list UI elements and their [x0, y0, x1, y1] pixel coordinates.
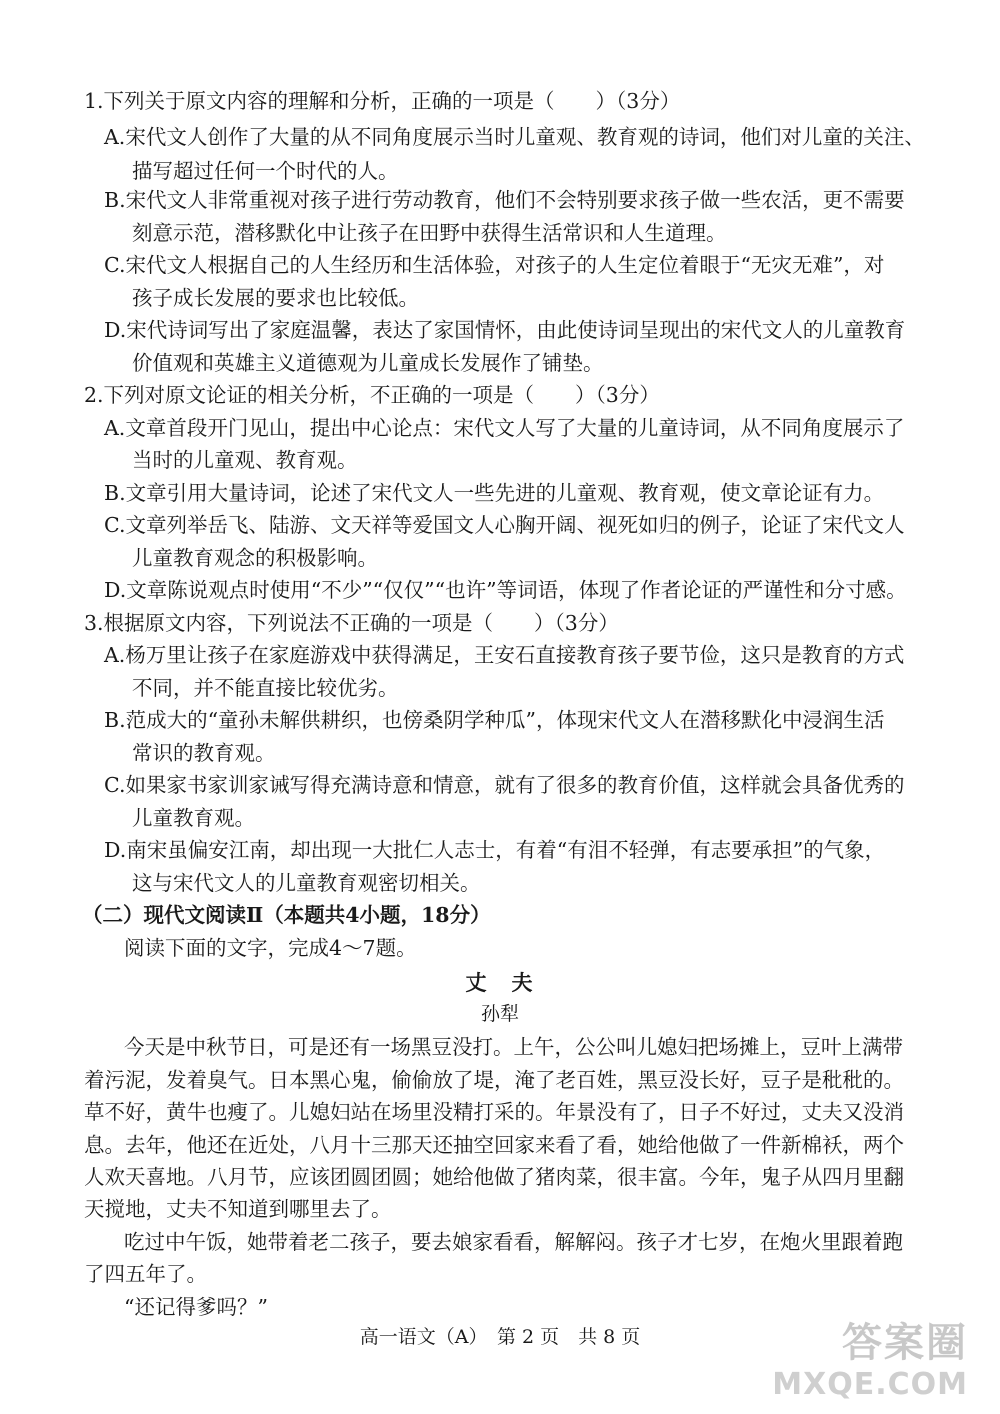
- story-paragraph-line: 息。去年，他还在近处，八月十三那天还抽空回家来看了看，她给他做了一件新棉袄，两个: [84, 1133, 904, 1157]
- question-1-option-a-cont: 描写超过任何一个时代的人。: [132, 159, 399, 183]
- question-1-option-c-cont: 孩子成长发展的要求也比较低。: [132, 286, 419, 310]
- question-2-option-c: C.文章列举岳飞、陆游、文天祥等爱国文人心胸开阔、视死如归的例子，论证了宋代文人: [104, 513, 905, 537]
- question-1-option-c: C.宋代文人根据自己的人生经历和生活体验，对孩子的人生定位着眼于“无灾无难”，对: [104, 253, 885, 277]
- story-paragraph-line: 草不好，黄牛也瘦了。儿媳妇站在场里没精打采的。年景没有了，日子不好过，丈夫又没消: [84, 1100, 904, 1124]
- section-instruction: 阅读下面的文字，完成4～7题。: [124, 936, 417, 960]
- question-2-option-c-cont: 儿童教育观念的积极影响。: [132, 546, 378, 570]
- question-3-stem: 3.根据原文内容，下列说法不正确的一项是（ ）（3分）: [84, 611, 619, 635]
- section-heading: （二）现代文阅读Ⅱ（本题共4小题，18分）: [82, 903, 491, 927]
- story-paragraph-line: 吃过中午饭，她带着老二孩子，要去娘家看看，解解闷。孩子才七岁，在炮火里跟着跑: [124, 1230, 903, 1254]
- story-title: 丈 夫: [465, 970, 535, 995]
- question-1-option-d-cont: 价值观和英雄主义道德观为儿童成长发展作了铺垫。: [132, 351, 604, 375]
- question-2-option-a-cont: 当时的儿童观、教育观。: [132, 448, 358, 472]
- question-3-option-c: C.如果家书家训家诫写得充满诗意和情意，就有了很多的教育价值，这样就会具备优秀的: [104, 773, 905, 797]
- question-3-option-b: B.范成大的“童孙未解供耕织，也傍桑阴学种瓜”，体现宋代文人在潜移默化中浸润生活: [104, 708, 885, 732]
- question-3-option-a-cont: 不同，并不能直接比较优劣。: [132, 676, 399, 700]
- story-paragraph-line: 人欢天喜地。八月节，应该团圆团圆；她给他做了猪肉菜，很丰富。今年，鬼子从四月里翻: [84, 1165, 904, 1189]
- question-2-option-b: B.文章引用大量诗词，论述了宋代文人一些先进的儿童观、教育观，使文章论证有力。: [104, 481, 885, 505]
- question-3-option-d: D.南宋虽偏安江南，却出现一大批仁人志士，有着“有泪不轻弹，有志要承担”的气象，: [104, 838, 886, 862]
- question-2-stem: 2.下列对原文论证的相关分析，不正确的一项是（ ）（3分）: [84, 383, 660, 407]
- question-1-option-b: B.宋代文人非常重视对孩子进行劳动教育，他们不会特别要求孩子做一些农活，更不需要: [104, 188, 905, 212]
- question-1-option-b-cont: 刻意示范，潜移默化中让孩子在田野中获得生活常识和人生道理。: [132, 221, 727, 245]
- story-author: 孙犁: [480, 1003, 519, 1025]
- story-paragraph-line: 了四五年了。: [84, 1262, 207, 1286]
- story-paragraph-line: 今天是中秋节日，可是还有一场黑豆没打。上午，公公叫儿媳妇把场摊上，豆叶上满带: [124, 1035, 903, 1059]
- question-1-option-d: D.宋代诗词写出了家庭温馨，表达了家国情怀，由此使诗词呈现出的宋代文人的儿童教育: [104, 318, 906, 342]
- question-3-option-c-cont: 儿童教育观。: [132, 806, 255, 830]
- watermark-en-text: MXQE.COM: [772, 1367, 968, 1402]
- story-paragraph-line: 天搅地，丈夫不知道到哪里去了。: [84, 1197, 392, 1221]
- question-3-option-b-cont: 常识的教育观。: [132, 741, 276, 765]
- question-1-stem: 1.下列关于原文内容的理解和分析，正确的一项是（ ）（3分）: [84, 89, 681, 113]
- question-2-option-d: D.文章陈说观点时使用“不少”“仅仅”“也许”等词语，体现了作者论证的严谨性和分寸感。: [104, 578, 907, 602]
- question-1-option-a: A.宋代文人创作了大量的从不同角度展示当时儿童观、教育观的诗词，他们对儿童的关注、: [104, 125, 925, 149]
- watermark-logo: [764, 1322, 974, 1402]
- story-paragraph-line: “还记得爹吗？”: [124, 1295, 268, 1319]
- story-paragraph-line: 着污泥，发着臭气。日本黑心鬼，偷偷放了堤，淹了老百姓，黑豆没长好，豆子是秕秕的。: [84, 1068, 904, 1092]
- watermark-cn-text: 答案圈: [842, 1320, 968, 1366]
- page-footer: 高一语文（A） 第 2 页 共 8 页: [359, 1326, 641, 1348]
- question-3-option-d-cont: 这与宋代文人的儿童教育观密切相关。: [132, 871, 481, 895]
- question-3-option-a: A.杨万里让孩子在家庭游戏中获得满足，王安石直接教育孩子要节俭，这只是教育的方式: [104, 643, 905, 667]
- question-2-option-a: A.文章首段开门见山，提出中心论点：宋代文人写了大量的儿童诗词，从不同角度展示了: [104, 416, 905, 440]
